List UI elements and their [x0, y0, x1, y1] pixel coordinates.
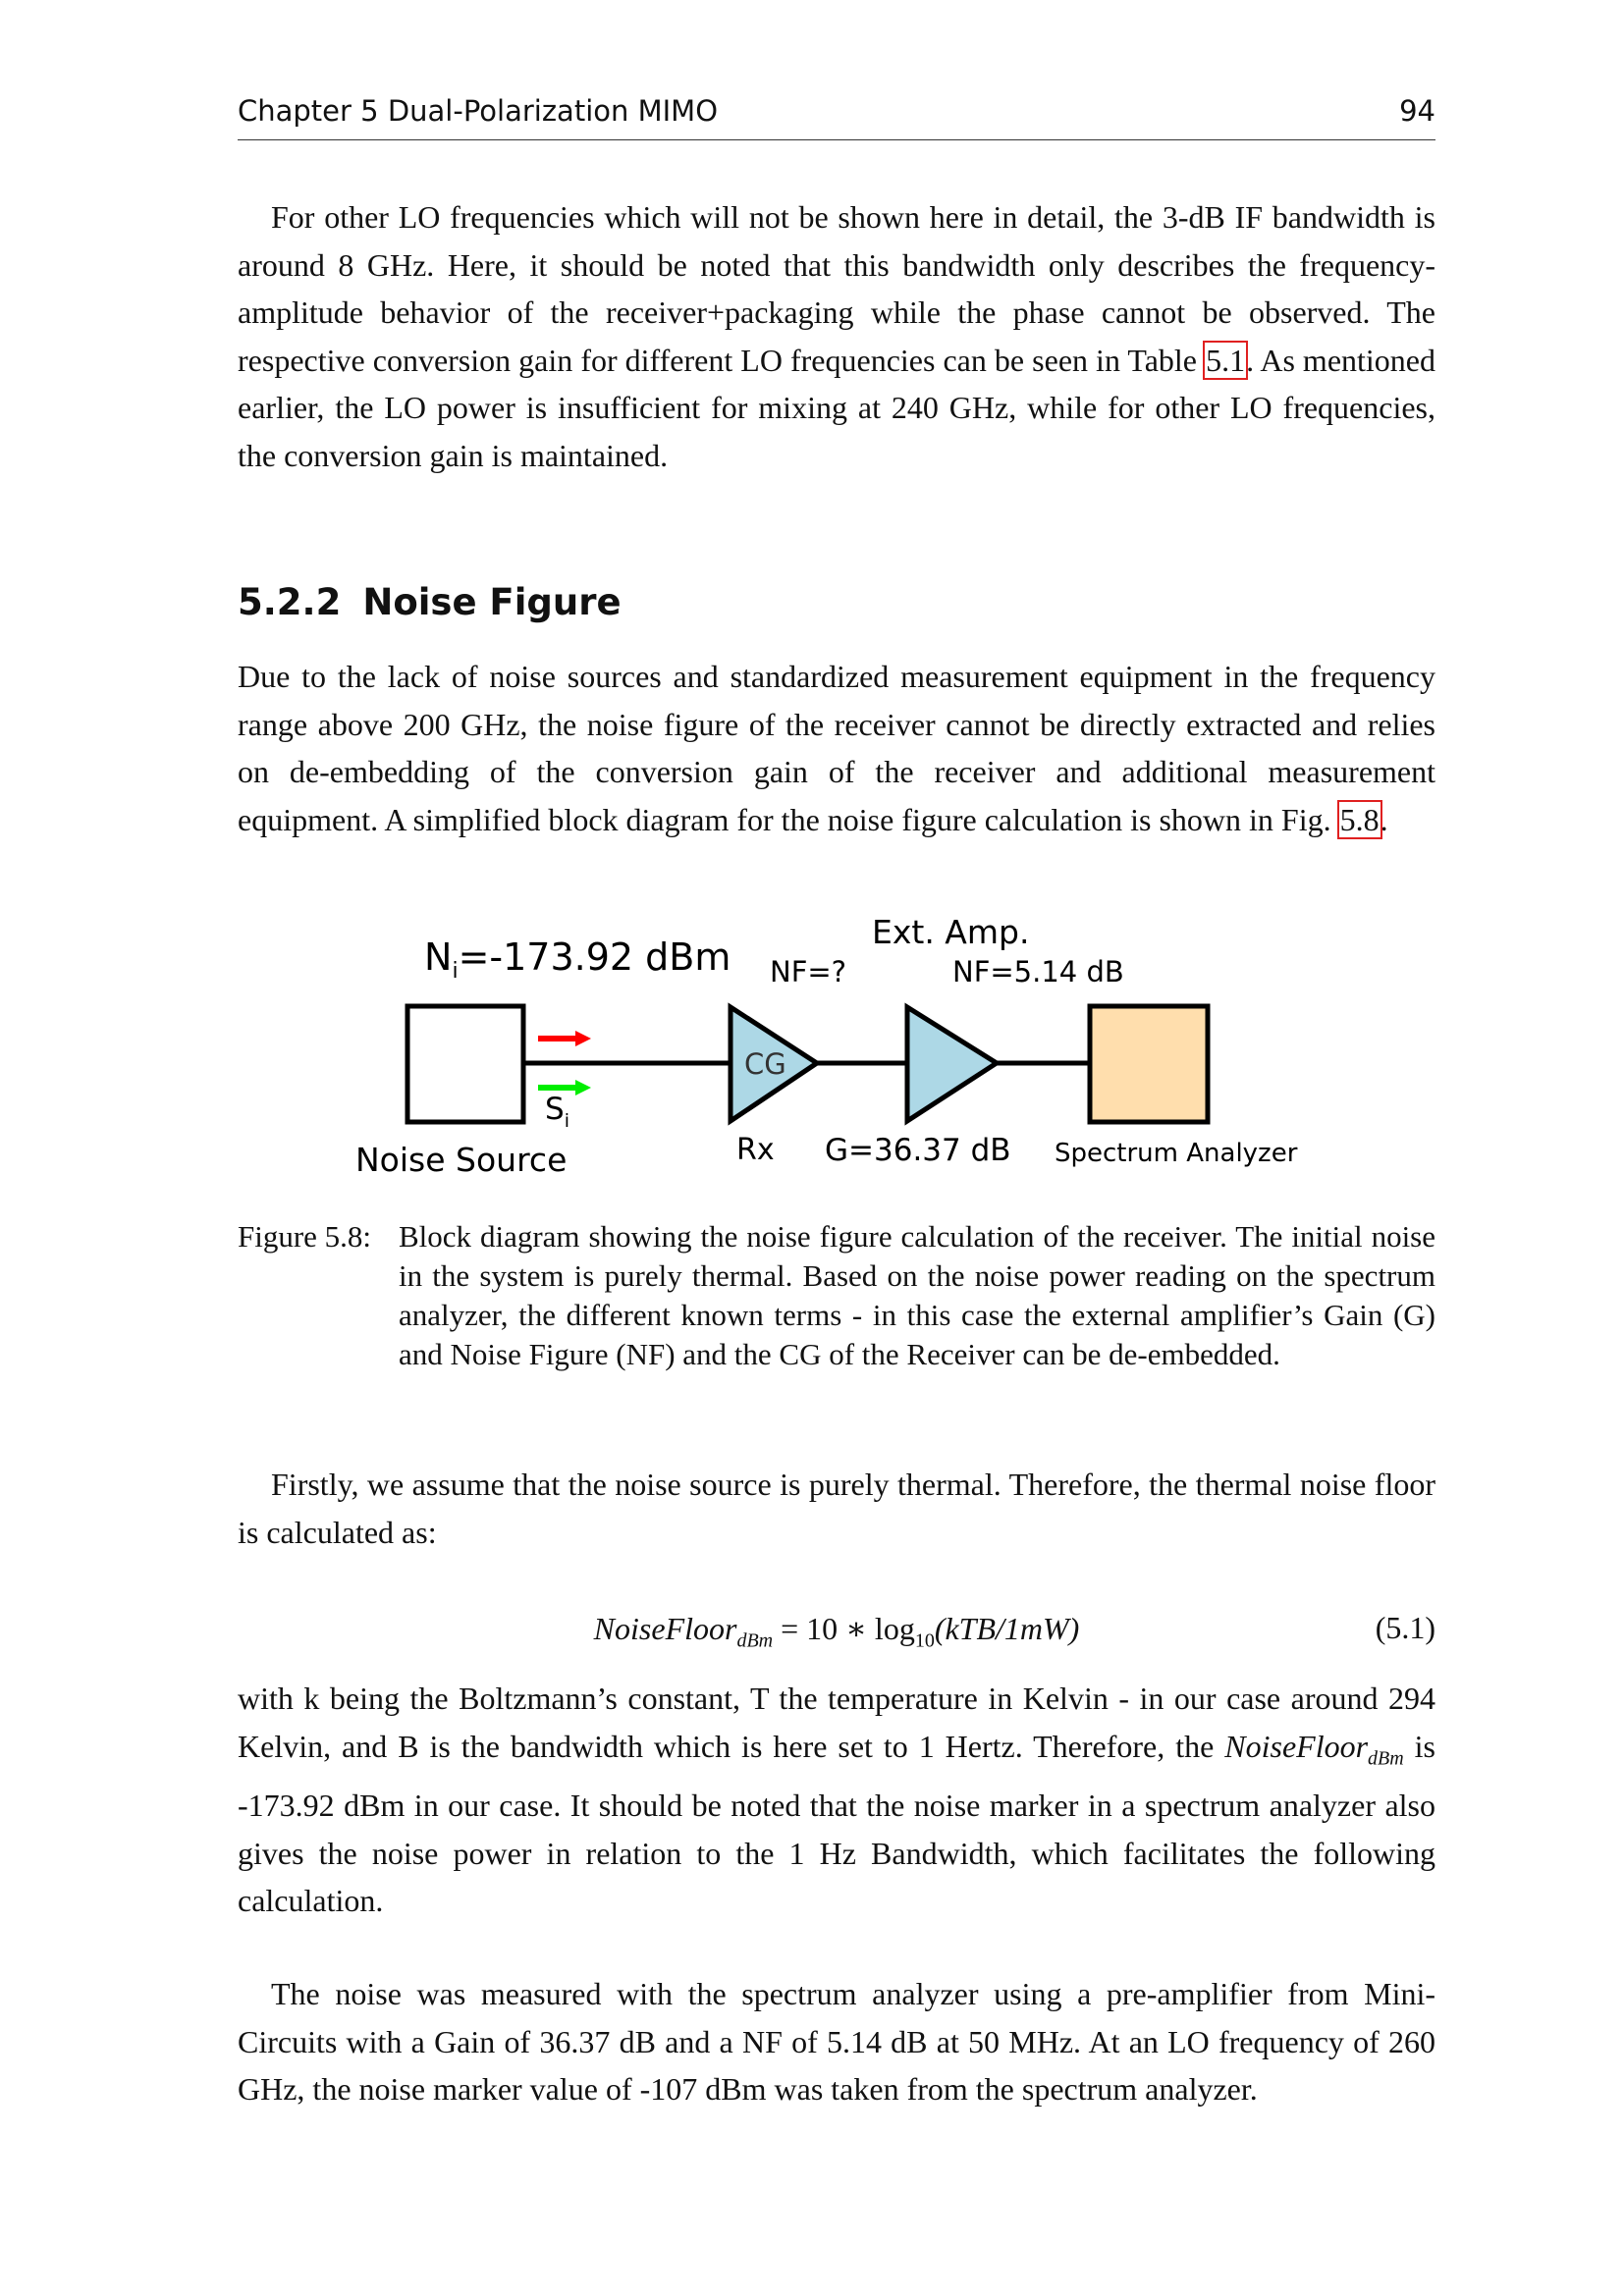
external-amp-label: Ext. Amp. — [872, 913, 1030, 951]
paragraph-boltzmann — [238, 1675, 1435, 1925]
caption-text: Block diagram showing the noise figure calculation of the receiver. The initial noise in the system is purely thermal. Based on the noise power reading on the spectrum analyzer, the different known terms - in this case the external amplifier’s Gain (G) and Noise Figure (NF) and the CG of the Receiver can be de-embedded. — [399, 1219, 1435, 1371]
noise-source-label: Noise Source — [355, 1141, 568, 1179]
text-run: . — [1380, 801, 1388, 837]
section-number: 5.2.2 — [238, 581, 342, 623]
figure-reference-link[interactable]: 5.8 — [1339, 801, 1380, 837]
page-header — [238, 94, 1435, 140]
equation-noise-floor — [238, 1610, 1435, 1657]
text-run: is -173.92 dBm in our case. It should be noted that the noise marker in a spectrum analyzer also gives the noise power in relation to the 1 Hz Bandwidth, which facilitates the following calculation. — [238, 1728, 1436, 1919]
chapter-title: Chapter 5 Dual-Polarization MIMO — [238, 94, 719, 128]
amp-noise-figure-label: NF=5.14 dB — [952, 955, 1124, 988]
paragraph-if-bandwidth — [238, 193, 1435, 479]
paragraph-noise-figure-intro — [238, 653, 1435, 843]
rx-noise-figure-label: NF=? — [770, 955, 847, 988]
text-run: For other LO frequencies which will not be shown here in detail, the 3-dB IF bandwidth is around 8 GHz. Here, it should be noted that this bandwidth only describes the frequency-amplitude behavior of the receiver+packaging while the phase cannot be observed. The respective conversion gain for different LO frequencies can be seen in Table — [238, 199, 1435, 378]
noise-source-box — [407, 1006, 523, 1122]
input-noise-label: $N_i=-173.92$ dBm — [424, 935, 731, 984]
gain-label: G=36.37 dB — [825, 1133, 1011, 1168]
noise-arrow-icon — [538, 1031, 591, 1046]
spectrum-analyzer-box — [1090, 1006, 1208, 1122]
section-heading — [238, 581, 622, 623]
signal-label: $S_i$ — [545, 1092, 569, 1132]
paragraph-measurement: The noise was measured with the spectrum analyzer using a pre-amplifier from Mini-Circuits with a Gain of 36.37 dB and a NF of 5.14 dB at 50 MHz. At an LO frequency of 260 GHz, the noise marker value of -107 dBm was taken from the spectrum analyzer. — [238, 1976, 1435, 2107]
page-number: 94 — [1399, 94, 1435, 128]
equation-body: NoiseFloor$_{dBm}$ = 10 ∗ $\log_{10}(kTB/1mW)$ — [593, 1611, 1080, 1652]
section-title: Noise Figure — [362, 581, 622, 623]
text-run: dBm — [1368, 1746, 1404, 1769]
block-diagram — [334, 903, 1345, 1198]
conversion-gain-label: CG — [744, 1047, 786, 1081]
external-amplifier-triangle — [907, 1007, 997, 1121]
text-run: with k being the Boltzmann’s constant, T the temperature in Kelvin - in our case around 294 Kelvin, and B is the bandwidth which is here set to 1 Hertz. Therefore, the — [238, 1681, 1435, 1764]
text-run: NoiseFloor — [1224, 1728, 1369, 1764]
paragraph-thermal-noise: Firstly, we assume that the noise source is purely thermal. Therefore, the thermal noise floor is calculated as: — [238, 1467, 1435, 1550]
equation-number: (5.1) — [1375, 1610, 1435, 1645]
text-run: . As mentioned earlier, the LO power is insufficient for mixing at 240 GHz, while for other LO frequencies, the conversion gain is maintained. — [238, 342, 1436, 473]
figure-caption — [238, 1217, 1435, 1374]
caption-label: Figure 5.8: — [238, 1219, 372, 1254]
block-diagram-figure — [334, 903, 1345, 1198]
text-run: Due to the lack of noise sources and standardized measurement equipment in the frequency range above 200 GHz, the noise figure of the receiver cannot be directly extracted and relies on de-embedding of the conversion gain of the receiver and additional measurement equipment. A simplified block diagram for the noise figure calculation is shown in Fig. — [238, 659, 1435, 837]
spectrum-analyzer-label: Spectrum Analyzer — [1055, 1139, 1298, 1168]
rx-label: Rx — [736, 1133, 775, 1167]
table-reference-link[interactable]: 5.1 — [1206, 342, 1246, 378]
